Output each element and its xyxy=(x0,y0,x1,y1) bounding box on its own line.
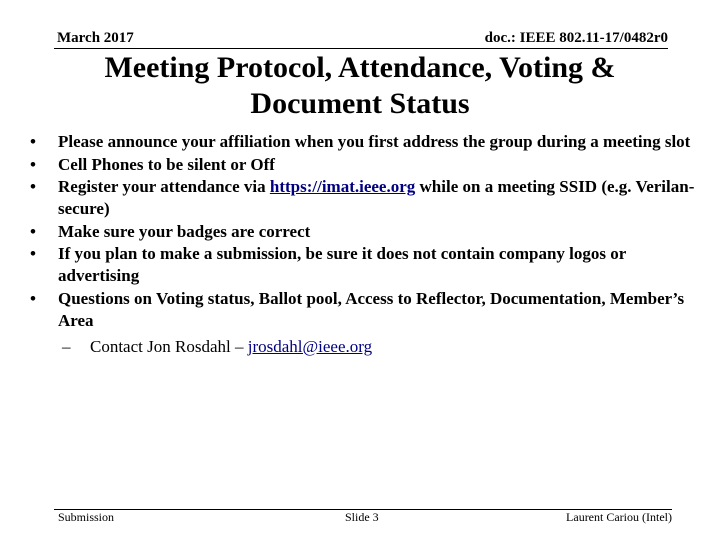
email-link[interactable]: jrosdahl@ieee.org xyxy=(247,336,373,356)
imat-link[interactable]: https://imat.ieee.org xyxy=(269,177,416,197)
bullet-icon: • xyxy=(30,244,36,264)
header-date: March 2017 xyxy=(57,30,134,46)
bullet-attendance xyxy=(30,176,702,220)
bullet-affiliation xyxy=(30,131,702,153)
bullet-questions xyxy=(30,288,702,332)
sub-item-text: Contact Jon Rosdahl – xyxy=(90,336,248,356)
footer-submission: Submission xyxy=(58,510,115,524)
bullet-text: Please announce your affiliation when you first address the group during a meeting slot xyxy=(58,132,691,151)
bullet-text: Make sure your badges are correct xyxy=(58,221,311,241)
footer-author: Laurent Cariou (Intel) xyxy=(566,510,672,524)
header-doc-id: doc.: IEEE 802.11-17/0482r0 xyxy=(484,30,668,46)
bullet-text: If you plan to make a submission, be sure it does not contain company logos or advertising xyxy=(58,244,627,286)
header-divider xyxy=(54,48,668,49)
bullet-text: Cell Phones to be silent or Off xyxy=(58,154,275,174)
bullet-text: while on a meeting SSID (e.g. Verilan-secure) xyxy=(58,177,695,219)
bullet-badges xyxy=(30,221,702,243)
bullet-icon: • xyxy=(30,132,36,151)
slide-title: Meeting Protocol, Attendance, Voting & Document Status xyxy=(104,51,616,120)
bullet-icon: • xyxy=(30,288,36,308)
bullet-text: Questions on Voting status, Ballot pool, Access to Reflector, Documentation, Member’s Area xyxy=(58,288,685,330)
bullet-submission xyxy=(30,243,702,287)
bullet-icon: • xyxy=(30,154,36,174)
bullet-icon: • xyxy=(30,177,36,197)
sub-item-contact xyxy=(30,336,702,358)
bullet-cell-phones xyxy=(30,154,702,176)
footer-slide-number: Slide 3 xyxy=(345,510,379,524)
bullet-text: Register your attendance via xyxy=(58,177,270,197)
dash-icon: – xyxy=(62,336,71,356)
bullet-list xyxy=(30,131,702,358)
bullet-icon: • xyxy=(30,221,36,241)
